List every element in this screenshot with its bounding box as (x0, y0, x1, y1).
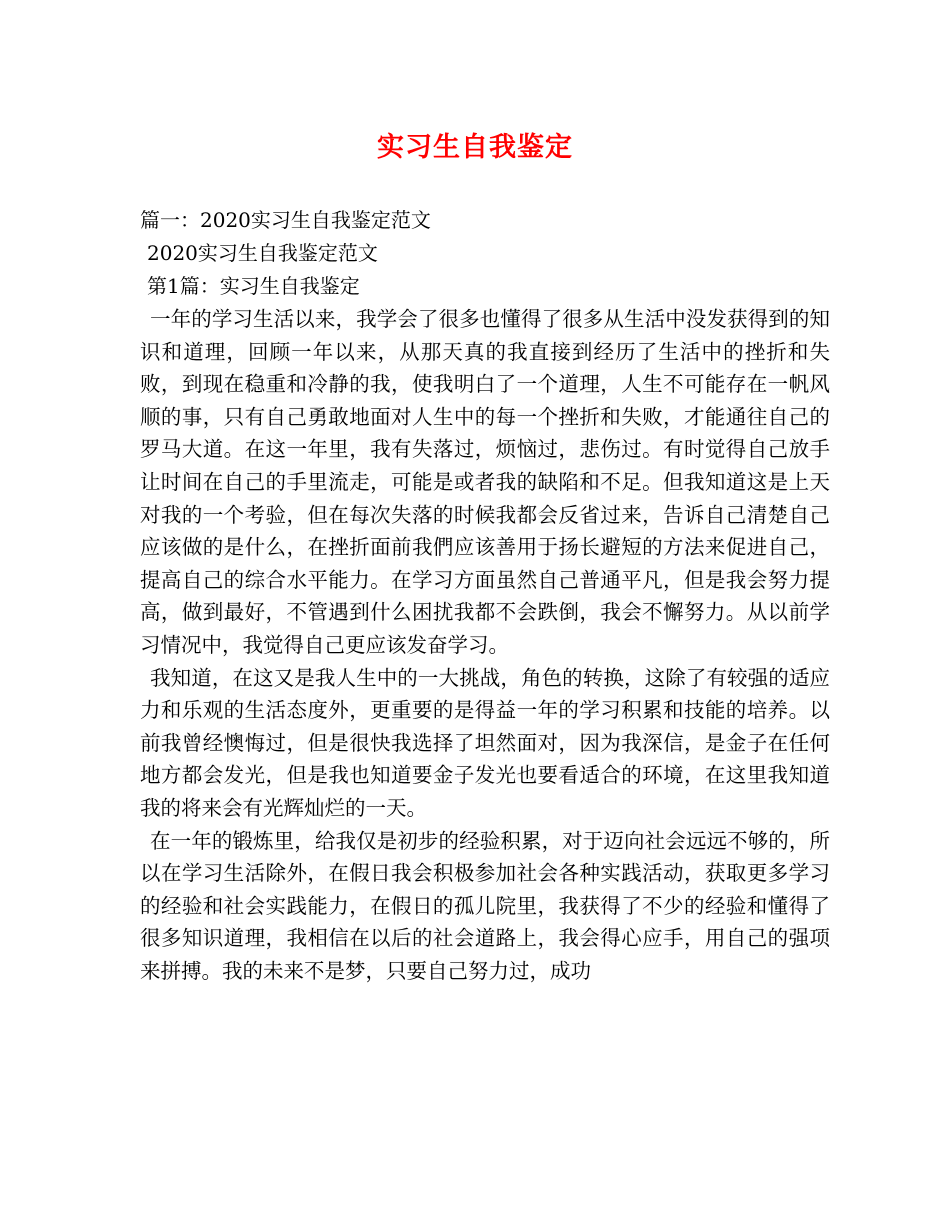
document-title: 实习生自我鉴定 (377, 132, 573, 163)
article-heading: 篇一：2020实习生自我鉴定范文 (140, 208, 431, 232)
body-paragraph: 一年的学习生活以来，我学会了很多也懂得了很多从生活中没发获得到的知识和道理，回顾一年以来，从那天真的我直接到经历了生活中的挫折和失败，到现在稳重和冷静的我，使我明白了一个道理，人生不可能存在一帆风顺的事，只有自己勇敢地面对人生中的每一个挫折和失败，才能通往自己的罗马大道。在这一年里，我有失落过，烦恼过，悲伤过。有时觉得自己放手让时间在自己的手里流走，可能是或者我的缺陷和不足。但我知道这是上天对我的一个考验，但在每次失落的时候我都会反省过来，告诉自己清楚自己应该做的是什么，在挫折面前我們应该善用于扬长避短的方法来促进自己，提高自己的综合水平能力。在学习方面虽然自己普通平凡，但是我会努力提高，做到最好，不管遇到什么困扰我都不会跌倒，我会不懈努力。从以前学习情况中，我觉得自己更应该发奋学习。 (140, 307, 830, 657)
article-subheading: 2020实习生自我鉴定范文 (147, 241, 378, 265)
document-body (140, 303, 830, 987)
body-paragraph: 在一年的锻炼里，给我仅是初步的经验积累，对于迈向社会远远不够的，所以在学习生活除外，在假日我会积极参加社会各种实践活动，获取更多学习的经验和社会实践能力，在假日的孤儿院里，我获得了不少的经验和懂得了很多知识道理，我相信在以后的社会道路上，我会得心应手，用自己的强项来拼搏。我的未来不是梦，只要自己努力过，成功 (140, 828, 830, 983)
body-paragraph: 我知道，在这又是我人生中的一大挑战，角色的转换，这除了有较强的适应力和乐观的生活态度外，更重要的是得益一年的学习积累和技能的培养。以前我曾经懊悔过，但是很快我选择了坦然面对，因为我深信，是金子在任何地方都会发光，但是我也知道要金子发光也要看适合的环境，在这里我知道我的将来会有光辉灿烂的一天。 (140, 665, 830, 820)
section-heading: 第1篇：实习生自我鉴定 (147, 274, 360, 298)
